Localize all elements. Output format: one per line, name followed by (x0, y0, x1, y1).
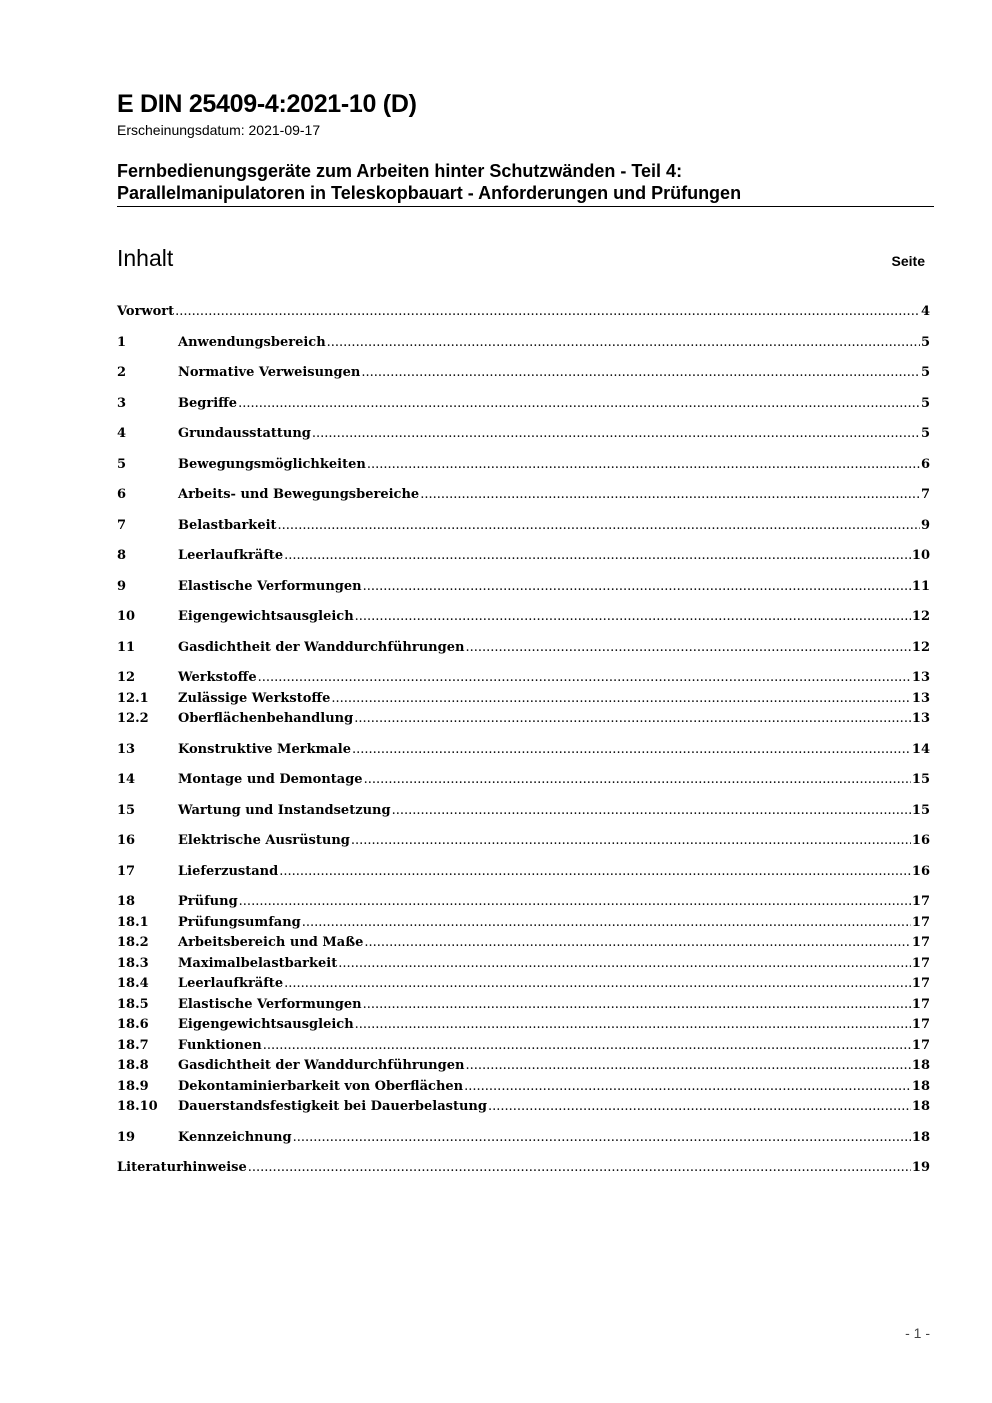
toc-entry-label: Belastbarkeit (178, 517, 277, 533)
toc-entry-page: 18 (911, 1058, 930, 1073)
toc-dot-leader (284, 546, 911, 567)
toc-entry-number: 15 (117, 802, 136, 818)
toc-entry[interactable] (117, 424, 930, 445)
toc-dot-leader (364, 933, 911, 954)
toc-entry-label: Begriffe (178, 395, 238, 411)
table-of-contents (117, 302, 930, 1179)
toc-dot-leader (363, 577, 911, 598)
toc-dot-leader (258, 668, 911, 689)
toc-entry-page: 14 (911, 741, 930, 757)
toc-entry-label: Oberflächenbehandlung (178, 711, 354, 726)
toc-dot-leader (263, 1036, 911, 1057)
toc-dot-leader (338, 954, 911, 975)
toc-entry[interactable] (117, 974, 930, 995)
toc-entry-page: 18 (911, 1078, 930, 1094)
toc-entry-number: 1 (117, 334, 127, 350)
toc-entry-page: 9 (920, 517, 930, 533)
toc-entry[interactable] (117, 546, 930, 567)
toc-entry-page: 5 (920, 395, 930, 411)
page-number: - 1 - (905, 1325, 930, 1341)
toc-entry-number: 18.1 (117, 914, 149, 930)
toc-entry-label: Anwendungsbereich (178, 334, 326, 350)
toc-dot-leader (293, 1128, 911, 1149)
toc-entry-page: 16 (911, 833, 930, 848)
toc-entry[interactable] (117, 1128, 930, 1149)
toc-entry-number: 5 (117, 456, 127, 472)
toc-entry[interactable] (117, 1036, 930, 1057)
toc-entry[interactable] (117, 740, 930, 761)
toc-entry-page: 18 (911, 1129, 930, 1145)
toc-entry-page: 15 (911, 802, 930, 818)
toc-entry-label: Elastische Verformungen (178, 996, 362, 1012)
toc-entry-label: Dauerstandsfestigkeit bei Dauerbelastung (178, 1099, 487, 1114)
toc-entry-label: Funktionen (178, 1037, 262, 1053)
toc-dot-leader (248, 1158, 911, 1179)
toc-entry-number: 6 (117, 487, 127, 502)
toc-entry-number: 18.4 (117, 976, 149, 991)
toc-dot-leader (175, 302, 920, 323)
toc-entry-label: Zulässige Werkstoffe (178, 690, 331, 706)
toc-entry-number: 16 (117, 833, 136, 848)
toc-entry-number: 18.2 (117, 935, 149, 950)
toc-entry-label: Werkstoffe (178, 670, 257, 685)
toc-heading: Inhalt (117, 245, 174, 271)
toc-entry-number: 14 (117, 772, 136, 787)
document-title-line-1: Fernbedienungsgeräte zum Arbeiten hinter Schutzwänden - Teil 4: (117, 161, 683, 181)
toc-entry[interactable] (117, 892, 930, 913)
publication-date: Erscheinungsdatum: 2021-09-17 (117, 122, 321, 138)
toc-entry-number: 18.9 (117, 1078, 149, 1094)
toc-entry-number: 18.3 (117, 955, 149, 971)
toc-entry[interactable] (117, 1158, 930, 1179)
toc-entry-page: 16 (911, 863, 930, 879)
toc-page-column-label: Seite (891, 253, 925, 269)
toc-entry[interactable] (117, 995, 930, 1016)
toc-entry-label: Elastische Verformungen (178, 578, 362, 594)
toc-entry[interactable] (117, 1015, 930, 1036)
toc-entry-label: Wartung und Instandsetzung (178, 802, 391, 818)
toc-entry-label: Vorwort (117, 304, 175, 319)
toc-entry-page: 17 (911, 996, 930, 1012)
toc-entry[interactable] (117, 394, 930, 415)
toc-entry[interactable] (117, 862, 930, 883)
toc-entry-page: 7 (920, 487, 930, 502)
toc-entry-page: 17 (911, 976, 930, 991)
toc-entry-page: 17 (911, 955, 930, 971)
toc-entry-page: 15 (911, 772, 930, 787)
toc-entry-number: 12.1 (117, 690, 149, 706)
toc-entry-page: 13 (911, 711, 930, 726)
toc-entry[interactable] (117, 831, 930, 852)
toc-entry-number: 19 (117, 1129, 136, 1145)
toc-entry-number: 18.10 (117, 1099, 158, 1114)
toc-entry-label: Eigengewichtsausgleich (178, 609, 354, 624)
toc-dot-leader (420, 485, 920, 506)
toc-dot-leader (392, 801, 911, 822)
toc-dot-leader (361, 363, 920, 384)
toc-entry-label: Leerlaufkräfte (178, 976, 284, 991)
toc-entry-label: Arbeitsbereich und Maße (178, 935, 364, 950)
toc-entry-page: 19 (911, 1160, 930, 1175)
toc-entry-page: 13 (911, 670, 930, 685)
toc-entry-page: 5 (920, 334, 930, 350)
toc-entry[interactable] (117, 1097, 930, 1118)
toc-entry[interactable] (117, 770, 930, 791)
toc-dot-leader (352, 740, 911, 761)
toc-entry-label: Prüfungsumfang (178, 914, 301, 930)
toc-entry-number: 7 (117, 517, 127, 533)
toc-entry-label: Gasdichtheit der Wanddurchführungen (178, 1058, 465, 1073)
toc-entry-label: Bewegungsmöglichkeiten (178, 456, 366, 472)
document-id: E DIN 25409-4:2021-10 (D) (117, 90, 417, 118)
toc-dot-leader (238, 394, 920, 415)
toc-dot-leader (278, 516, 920, 537)
toc-entry-page: 17 (911, 1017, 930, 1032)
toc-entry-page: 17 (911, 894, 930, 909)
toc-entry[interactable] (117, 913, 930, 934)
toc-dot-leader (327, 333, 920, 354)
toc-entry-page: 17 (911, 1037, 930, 1053)
document-title (117, 160, 937, 204)
toc-entry-label: Lieferzustand (178, 863, 279, 879)
toc-dot-leader (464, 1077, 911, 1098)
toc-entry[interactable] (117, 801, 930, 822)
toc-entry[interactable] (117, 607, 930, 628)
toc-dot-leader (239, 892, 911, 913)
toc-entry-page: 17 (911, 935, 930, 950)
toc-entry-number: 2 (117, 365, 127, 380)
toc-dot-leader (465, 1056, 910, 1077)
toc-entry[interactable] (117, 516, 930, 537)
toc-entry-number: 9 (117, 578, 127, 594)
toc-entry[interactable] (117, 485, 930, 506)
toc-entry-label: Dekontaminierbarkeit von Oberflächen (178, 1078, 464, 1094)
toc-entry[interactable] (117, 638, 930, 659)
toc-entry-number: 17 (117, 863, 136, 879)
document-title-line-2: Parallelmanipulatoren in Teleskopbauart - Anforderungen und Prüfungen (117, 183, 742, 203)
toc-entry-page: 12 (911, 609, 930, 624)
toc-entry[interactable] (117, 933, 930, 954)
toc-entry-label: Leerlaufkräfte (178, 548, 284, 563)
toc-entry-page: 5 (920, 426, 930, 441)
toc-entry-number: 12 (117, 670, 136, 685)
toc-entry-page: 6 (920, 456, 930, 472)
toc-entry-number: 8 (117, 548, 127, 563)
toc-entry-label: Konstruktive Merkmale (178, 741, 351, 757)
toc-entry-page: 11 (911, 578, 930, 594)
toc-entry-page: 17 (911, 914, 930, 930)
toc-entry-label: Arbeits- und Bewegungsbereiche (178, 487, 420, 502)
toc-entry-number: 13 (117, 741, 136, 757)
toc-entry-label: Elektrische Ausrüstung (178, 833, 350, 848)
toc-dot-leader (279, 862, 911, 883)
toc-entry-number: 18.8 (117, 1058, 149, 1073)
toc-entry-label: Montage und Demontage (178, 772, 363, 787)
toc-entry-page: 4 (920, 304, 930, 319)
toc-dot-leader (284, 974, 911, 995)
toc-entry[interactable] (117, 455, 930, 476)
toc-entry-number: 11 (117, 639, 136, 655)
toc-entry[interactable] (117, 1077, 930, 1098)
toc-dot-leader (351, 831, 911, 852)
toc-entry[interactable] (117, 668, 930, 689)
toc-dot-leader (367, 455, 920, 476)
toc-entry-number: 12.2 (117, 711, 149, 726)
toc-dot-leader (465, 638, 910, 659)
toc-dot-leader (355, 607, 911, 628)
toc-entry-page: 12 (911, 639, 930, 655)
toc-dot-leader (354, 709, 911, 730)
toc-entry-number: 10 (117, 609, 136, 624)
toc-entry-number: 18.5 (117, 996, 149, 1012)
toc-entry-label: Prüfung (178, 894, 238, 909)
toc-entry[interactable] (117, 577, 930, 598)
toc-dot-leader (331, 689, 911, 710)
toc-entry-number: 18.6 (117, 1017, 149, 1032)
toc-dot-leader (355, 1015, 911, 1036)
toc-dot-leader (364, 770, 911, 791)
toc-entry-number: 18.7 (117, 1037, 149, 1053)
toc-entry-label: Literaturhinweise (117, 1160, 247, 1175)
title-divider (117, 206, 934, 207)
toc-entry-label: Gasdichtheit der Wanddurchführungen (178, 639, 465, 655)
toc-entry-label: Kennzeichnung (178, 1129, 292, 1145)
toc-entry[interactable] (117, 1056, 930, 1077)
toc-entry-label: Eigengewichtsausgleich (178, 1017, 354, 1032)
toc-entry-number: 4 (117, 426, 127, 441)
toc-entry[interactable] (117, 954, 930, 975)
toc-entry[interactable] (117, 689, 930, 710)
toc-dot-leader (312, 424, 920, 445)
toc-entry-label: Maximalbelastbarkeit (178, 955, 338, 971)
toc-entry[interactable] (117, 363, 930, 384)
toc-entry[interactable] (117, 709, 930, 730)
toc-entry-label: Grundausstattung (178, 426, 311, 441)
toc-dot-leader (302, 913, 911, 934)
toc-entry-page: 5 (920, 365, 930, 380)
toc-entry-number: 3 (117, 395, 127, 411)
toc-entry-label: Normative Verweisungen (178, 365, 361, 380)
toc-entry[interactable] (117, 333, 930, 354)
toc-entry-number: 18 (117, 894, 136, 909)
toc-dot-leader (363, 995, 911, 1016)
toc-dot-leader (488, 1097, 911, 1118)
toc-entry-page: 13 (911, 690, 930, 706)
toc-entry-page: 10 (911, 548, 930, 563)
toc-entry[interactable] (117, 302, 930, 323)
toc-entry-page: 18 (911, 1099, 930, 1114)
